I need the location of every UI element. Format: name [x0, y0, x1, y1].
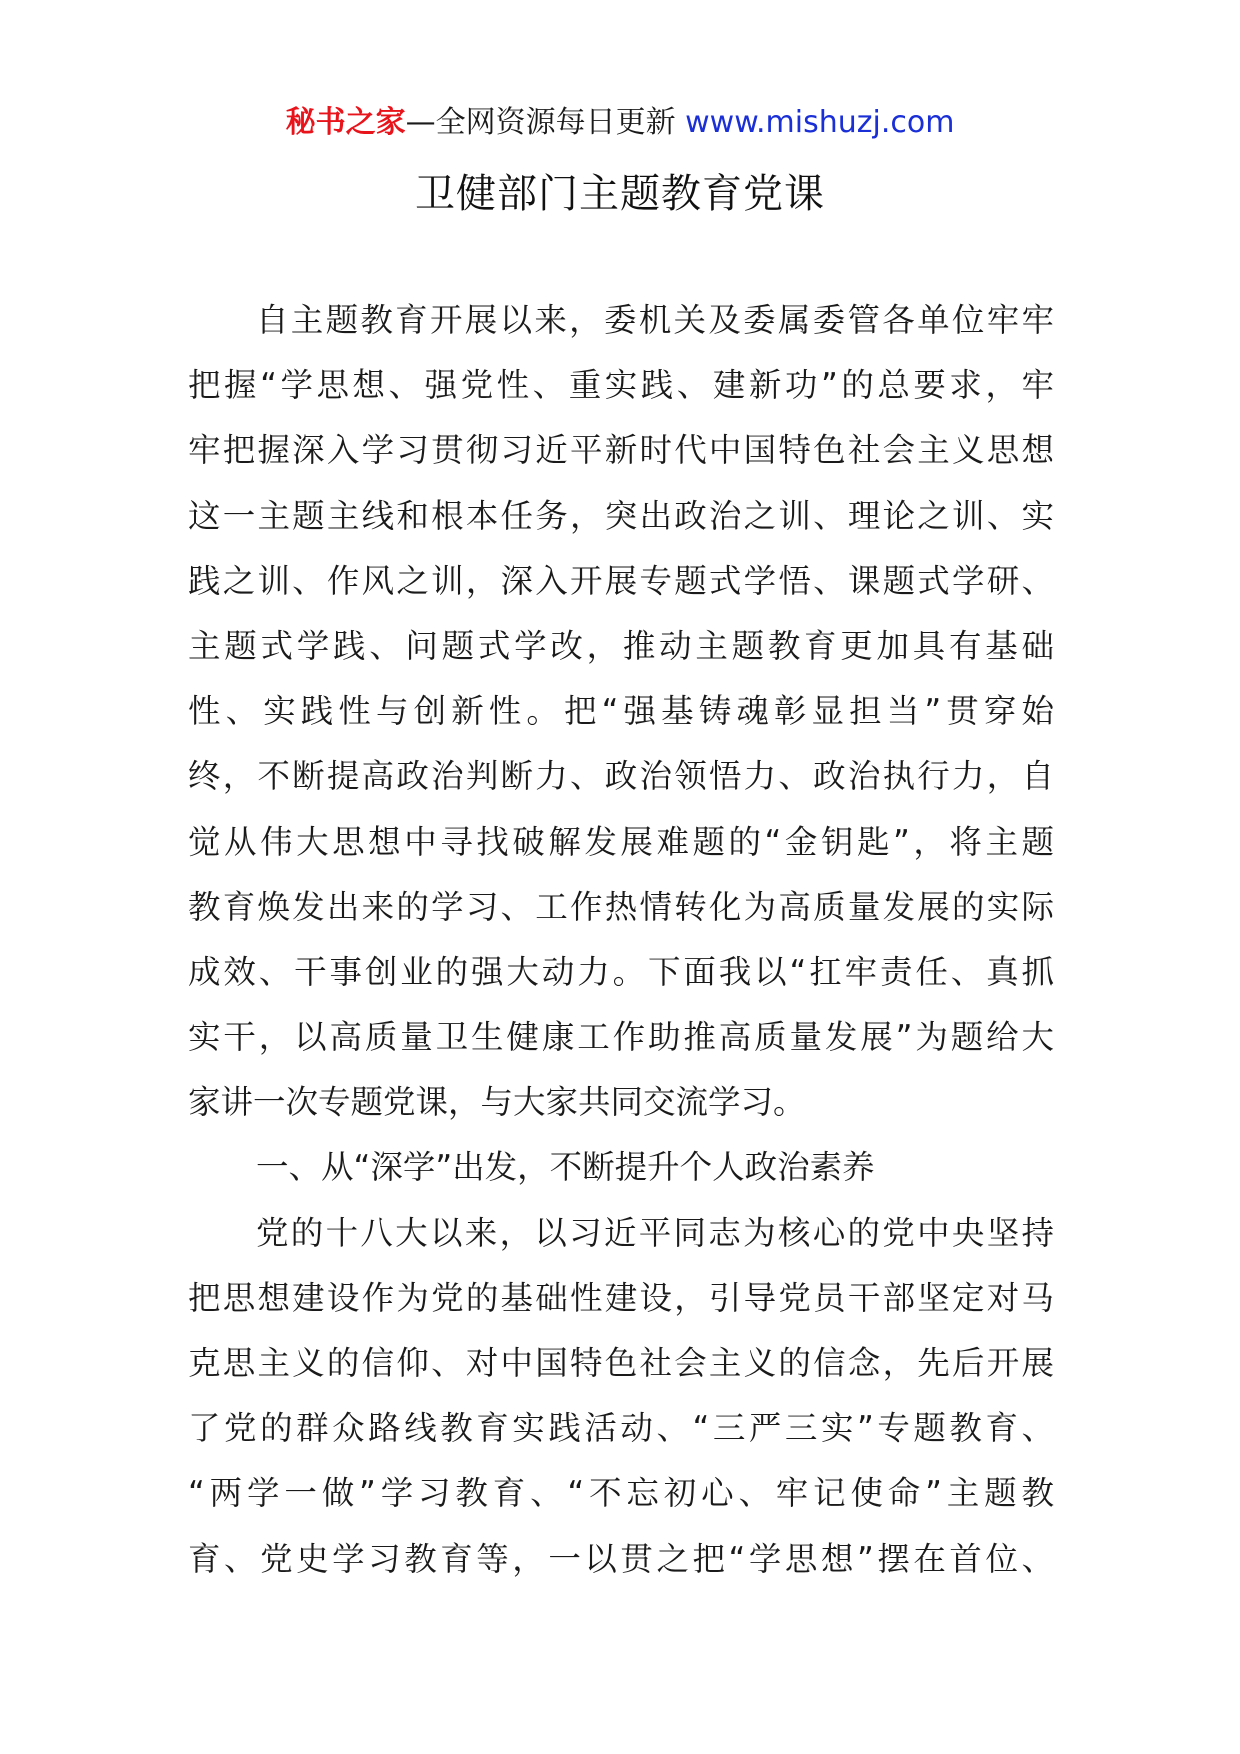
section-heading: 一、从“深学”出发，不断提升个人政治素养: [256, 1148, 875, 1187]
text-line: 教育焕发出来的学习、工作热情转化为高质量发展的实际: [188, 887, 1054, 926]
text-line: 这一主题主线和根本任务，突出政治之训、理论之训、实: [188, 496, 1054, 535]
site-tagline: —全网资源每日更新: [405, 105, 686, 140]
text-line: 主题式学践、问题式学改，推动主题教育更加具有基础: [188, 626, 1054, 665]
site-header: [0, 101, 1240, 145]
text-line: 觉从伟大思想中寻找破解发展难题的“金钥匙”，将主题: [188, 822, 1054, 861]
site-url-link[interactable]: www.mishuzj.com: [685, 105, 955, 140]
text-line: 家讲一次专题党课，与大家共同交流学习。: [188, 1083, 806, 1122]
text-line: 践之训、作风之训，深入开展专题式学悟、课题式学研、: [188, 561, 1054, 600]
text-line: 把思想建设作为党的基础性建设，引导党员干部坚定对马: [188, 1278, 1054, 1317]
text-line: 性、实践性与创新性。把“强基铸魂彰显担当”贯穿始: [188, 692, 1054, 731]
text-line: 终，不断提高政治判断力、政治领悟力、政治执行力，自: [188, 757, 1054, 796]
text-line: “两学一做”学习教育、“不忘初心、牢记使命”主题教: [188, 1474, 1054, 1513]
text-line: 自主题教育开展以来，委机关及委属委管各单位牢牢: [256, 301, 1054, 339]
text-line: 牢把握深入学习贯彻习近平新时代中国特色社会主义思想: [188, 431, 1054, 470]
text-line: 克思主义的信仰、对中国特色社会主义的信念，先后开展: [188, 1344, 1054, 1382]
text-line: 实干，以高质量卫生健康工作助推高质量发展”为题给大: [188, 1018, 1054, 1057]
site-brand: 秘书之家: [285, 105, 406, 140]
text-line: 把握“学思想、强党性、重实践、建新功”的总要求，牢: [188, 366, 1054, 405]
text-line: 党的十八大以来，以习近平同志为核心的党中央坚持: [256, 1213, 1054, 1252]
text-line: 了党的群众路线教育实践活动、“三严三实”专题教育、: [188, 1409, 1054, 1448]
text-line: 成效、干事创业的强大动力。下面我以“扛牢责任、真抓: [188, 952, 1054, 991]
document-body: [188, 288, 1054, 1592]
text-line: 育、党史学习教育等，一以贯之把“学思想”摆在首位、: [188, 1539, 1054, 1578]
document-title: 卫健部门主题教育党课: [415, 171, 825, 217]
